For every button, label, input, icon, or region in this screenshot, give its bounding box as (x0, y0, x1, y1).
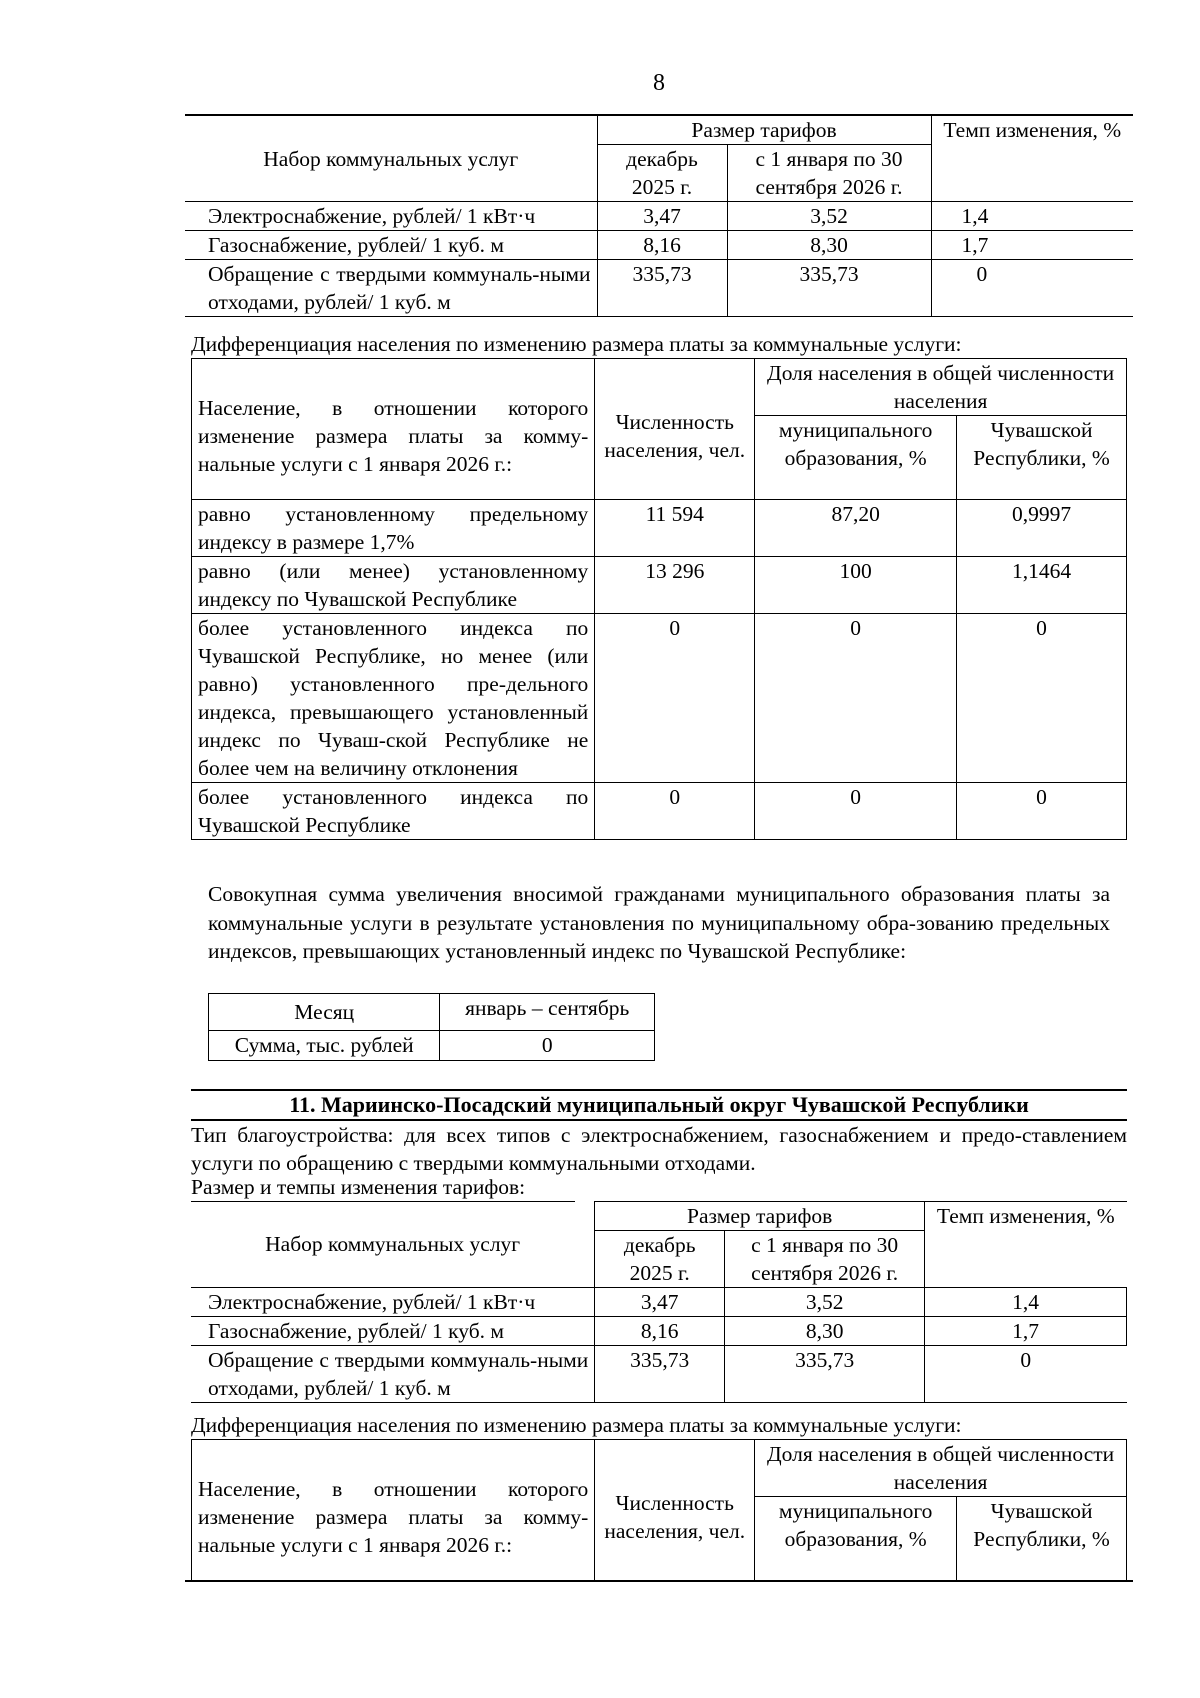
change-rate: 1,7 (925, 1317, 1127, 1346)
header-tariff-size: Размер тарифов (595, 1202, 925, 1231)
tariff-jan: 3,52 (725, 1288, 925, 1317)
header-dec-2025: декабрь 2025 г. (597, 145, 727, 202)
table-row (191, 1346, 1127, 1403)
bottom-rule (185, 1580, 1133, 1582)
section-title: 11. Мариинско-Посадский муниципальный округ Чувашской Республики (191, 1089, 1127, 1121)
month-value: январь – сентябрь (440, 994, 655, 1031)
table-row (192, 614, 1127, 783)
header-population: Население, в отношении которого изменение размера платы за комму-нальные услуги с 1 января 2026 г.: (192, 359, 595, 500)
header-count: Численность населения, чел. (595, 359, 755, 500)
tariff-jan: 8,30 (725, 1317, 925, 1346)
sum-label: Сумма, тыс. рублей (209, 1031, 440, 1061)
population-count: 0 (595, 614, 755, 783)
tariff-table-2 (191, 1201, 1127, 1403)
header-service-set: Набор коммунальных услуг (185, 115, 597, 202)
tariff-dec: 8,16 (595, 1317, 725, 1346)
table-row (185, 260, 1133, 317)
header-service-set: Набор коммунальных услуг (191, 1202, 595, 1288)
tariff-dec: 335,73 (595, 1346, 725, 1403)
differentiation-table-2 (191, 1439, 1127, 1581)
republic-share: 0 (957, 614, 1127, 783)
header-change-rate: Темп изменения, % (925, 1202, 1127, 1288)
republic-share: 0 (957, 783, 1127, 840)
improvement-type-text: Тип благоустройства: для всех типов с электроснабжением, газоснабжением и предо-ставлением услуги по обращению с твердыми коммунальными отходами. (191, 1123, 1127, 1175)
total-increase-text: Совокупная сумма увеличения вносимой гражданами муниципального образования платы за коммунальные услуги в результате установления по муниципальному обра-зованию предельных индексов, превышающих установленный индекс по Чувашской Республике: (208, 882, 1110, 963)
tariff-table-1 (185, 114, 1133, 317)
table-row (191, 1288, 1127, 1317)
service-name: Электроснабжение, рублей/ 1 кВт·ч (191, 1288, 595, 1317)
header-count: Численность населения, чел. (595, 1440, 755, 1581)
tariff-jan: 335,73 (725, 1346, 925, 1403)
header-municipal: муниципального образования, % (755, 416, 957, 500)
change-rate: 1,4 (931, 202, 1133, 231)
month-label: Месяц (209, 994, 440, 1031)
header-change-rate: Темп изменения, % (931, 115, 1133, 202)
population-count: 13 296 (595, 557, 755, 614)
service-name: Газоснабжение, рублей/ 1 куб. м (185, 231, 597, 260)
header-share: Доля населения в общей численности населения (755, 1440, 1127, 1497)
table-row (192, 500, 1127, 557)
service-name: Электроснабжение, рублей/ 1 кВт·ч (185, 202, 597, 231)
tariff-dec: 335,73 (597, 260, 727, 317)
tariff-dec: 3,47 (597, 202, 727, 231)
header-jan-sep-2026: с 1 января по 30 сентября 2026 г. (727, 145, 931, 202)
sum-value: 0 (440, 1031, 655, 1061)
population-count: 11 594 (595, 500, 755, 557)
population-label: более установленного индекса по Чувашской Республике (192, 783, 595, 840)
table-row (185, 231, 1133, 260)
change-rate: 0 (931, 260, 1133, 317)
tariff-jan: 335,73 (727, 260, 931, 317)
tariff-jan: 8,30 (727, 231, 931, 260)
change-rate: 0 (925, 1346, 1127, 1403)
table-row (185, 202, 1133, 231)
page-number: 8 (653, 70, 665, 96)
table-row (192, 783, 1127, 840)
header-republic: Чувашской Республики, % (957, 1497, 1127, 1581)
header-share: Доля населения в общей численности населения (755, 359, 1127, 416)
differentiation-table-1 (191, 358, 1127, 840)
tariff-dec: 8,16 (597, 231, 727, 260)
change-rate: 1,4 (925, 1288, 1127, 1317)
population-count: 0 (595, 783, 755, 840)
table-row (192, 557, 1127, 614)
table-row (191, 1317, 1127, 1346)
municipal-share: 0 (755, 614, 957, 783)
population-label: равно установленному предельному индексу в размере 1,7% (192, 500, 595, 557)
header-republic: Чувашской Республики, % (957, 416, 1127, 500)
tariff-title: Размер и темпы изменения тарифов: (191, 1173, 575, 1202)
header-population: Население, в отношении которого изменение размера платы за комму-нальные услуги с 1 января 2026 г.: (192, 1440, 595, 1581)
header-jan-sep-2026: с 1 января по 30 сентября 2026 г. (725, 1231, 925, 1288)
municipal-share: 0 (755, 783, 957, 840)
service-name: Обращение с твердыми коммуналь-ными отходами, рублей/ 1 куб. м (185, 260, 597, 317)
diff-title-2: Дифференциация населения по изменению размера платы за коммунальные услуги: (191, 1411, 1127, 1440)
municipal-share: 100 (755, 557, 957, 614)
republic-share: 0,9997 (957, 500, 1127, 557)
header-dec-2025: декабрь 2025 г. (595, 1231, 725, 1288)
tariff-jan: 3,52 (727, 202, 931, 231)
service-name: Обращение с твердыми коммуналь-ными отходами, рублей/ 1 куб. м (191, 1346, 595, 1403)
diff-title: Дифференциация населения по изменению размера платы за коммунальные услуги: (191, 330, 1127, 359)
header-tariff-size: Размер тарифов (597, 115, 931, 145)
tariff-dec: 3,47 (595, 1288, 725, 1317)
municipal-share: 87,20 (755, 500, 957, 557)
service-name: Газоснабжение, рублей/ 1 куб. м (191, 1317, 595, 1346)
change-rate: 1,7 (931, 231, 1133, 260)
header-municipal: муниципального образования, % (755, 1497, 957, 1581)
population-label: более установленного индекса по Чувашской Республике, но менее (или равно) установленного пре-дельного индекса, превышающего установленный индекс по Чуваш-ской Республике не более чем на величину отклонения (192, 614, 595, 783)
republic-share: 1,1464 (957, 557, 1127, 614)
sum-table (208, 993, 655, 1061)
population-label: равно (или менее) установленному индексу по Чувашской Республике (192, 557, 595, 614)
